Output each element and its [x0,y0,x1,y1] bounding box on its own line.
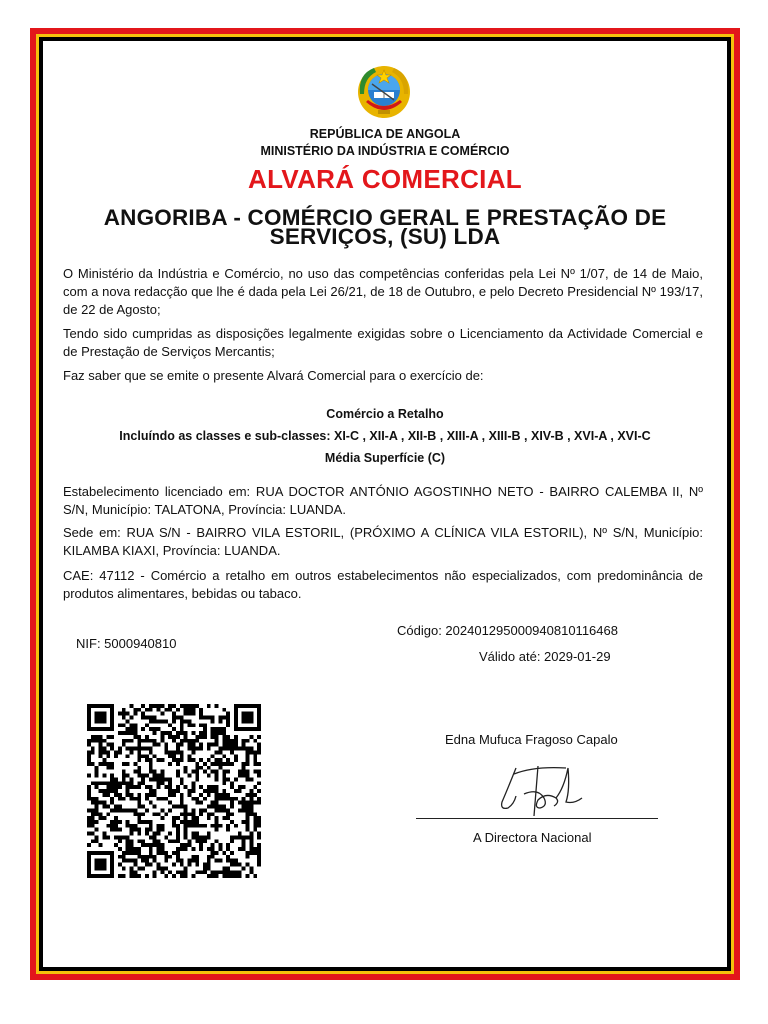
angola-coat-of-arms-icon [354,60,414,120]
signatory-role: A Directora Nacional [473,830,592,845]
license-code: Código: 20240129500094081011646​8 [397,623,618,638]
signature-line [416,818,658,819]
company-name-line1: ANGORIBA - COMÉRCIO GERAL E PRESTAÇÃO DE [103,205,667,230]
company-name-line2: SERVIÇOS, (SU) LDA [269,224,501,249]
activity-type: Comércio a Retalho [326,407,444,421]
activity-classes: Incluíndo as classes e sub-classes: XI-C , XII-A , XII-B , XIII-A , XIII-B , XIV-B , XVI-A , XVI-C [119,429,651,443]
country-name: REPÚBLICA DE ANGOLA [309,127,461,141]
legal-basis-paragraph: O Ministério da Indústria e Comércio, no uso das competências conferidas pela Lei Nº 1/07, de 14 de Maio, com a nova redacção que lhe é dada pela Lei 26/21, de 18 de Outubro, e pelo Decreto Presidencial Nº 193/17, de 22 de Agosto; [63,266,703,317]
requirements-paragraph: Tendo sido cumpridas as disposições legalmente exigidas sobre o Licenciamento da Actividade Comercial e de Prestação de Serviços Mercantis; [63,326,703,359]
qr-code-icon [86,704,262,878]
headquarters-address: Sede em: RUA S/N - BAIRRO VILA ESTORIL, (PRÓXIMO A CLÍNICA VILA ESTORIL), Nº S/N, Município: KILAMBA KIAXI, Província: LUANDA. [63,525,703,558]
announcement-paragraph: Faz saber que se emite o presente Alvará Comercial para o exercício de: [63,368,484,383]
activity-surface: Média Superfície (C) [324,451,446,465]
establishment-address: Estabelecimento licenciado em: RUA DOCTOR ANTÓNIO AGOSTINHO NETO - BAIRRO CALEMBA II, Nº S/N, Município: TALATONA, Província: LUANDA. [63,484,703,517]
cae-description: CAE: 47112 - Comércio a retalho em outros estabelecimentos não especializados, com predominância de produtos alimentares, bebidas ou tabaco. [63,568,703,601]
valid-until: Válido até: 2029-01-29 [479,649,611,664]
document-title: ALVARÁ COMERCIAL [248,164,522,194]
handwritten-signature [494,758,590,820]
ministry-name: MINISTÉRIO DA INDÚSTRIA E COMÉRCIO [260,144,510,158]
nif-number: NIF: 5000940810 [76,636,177,651]
signatory-name: Edna Mufuca Fragoso Capalo [445,732,618,747]
